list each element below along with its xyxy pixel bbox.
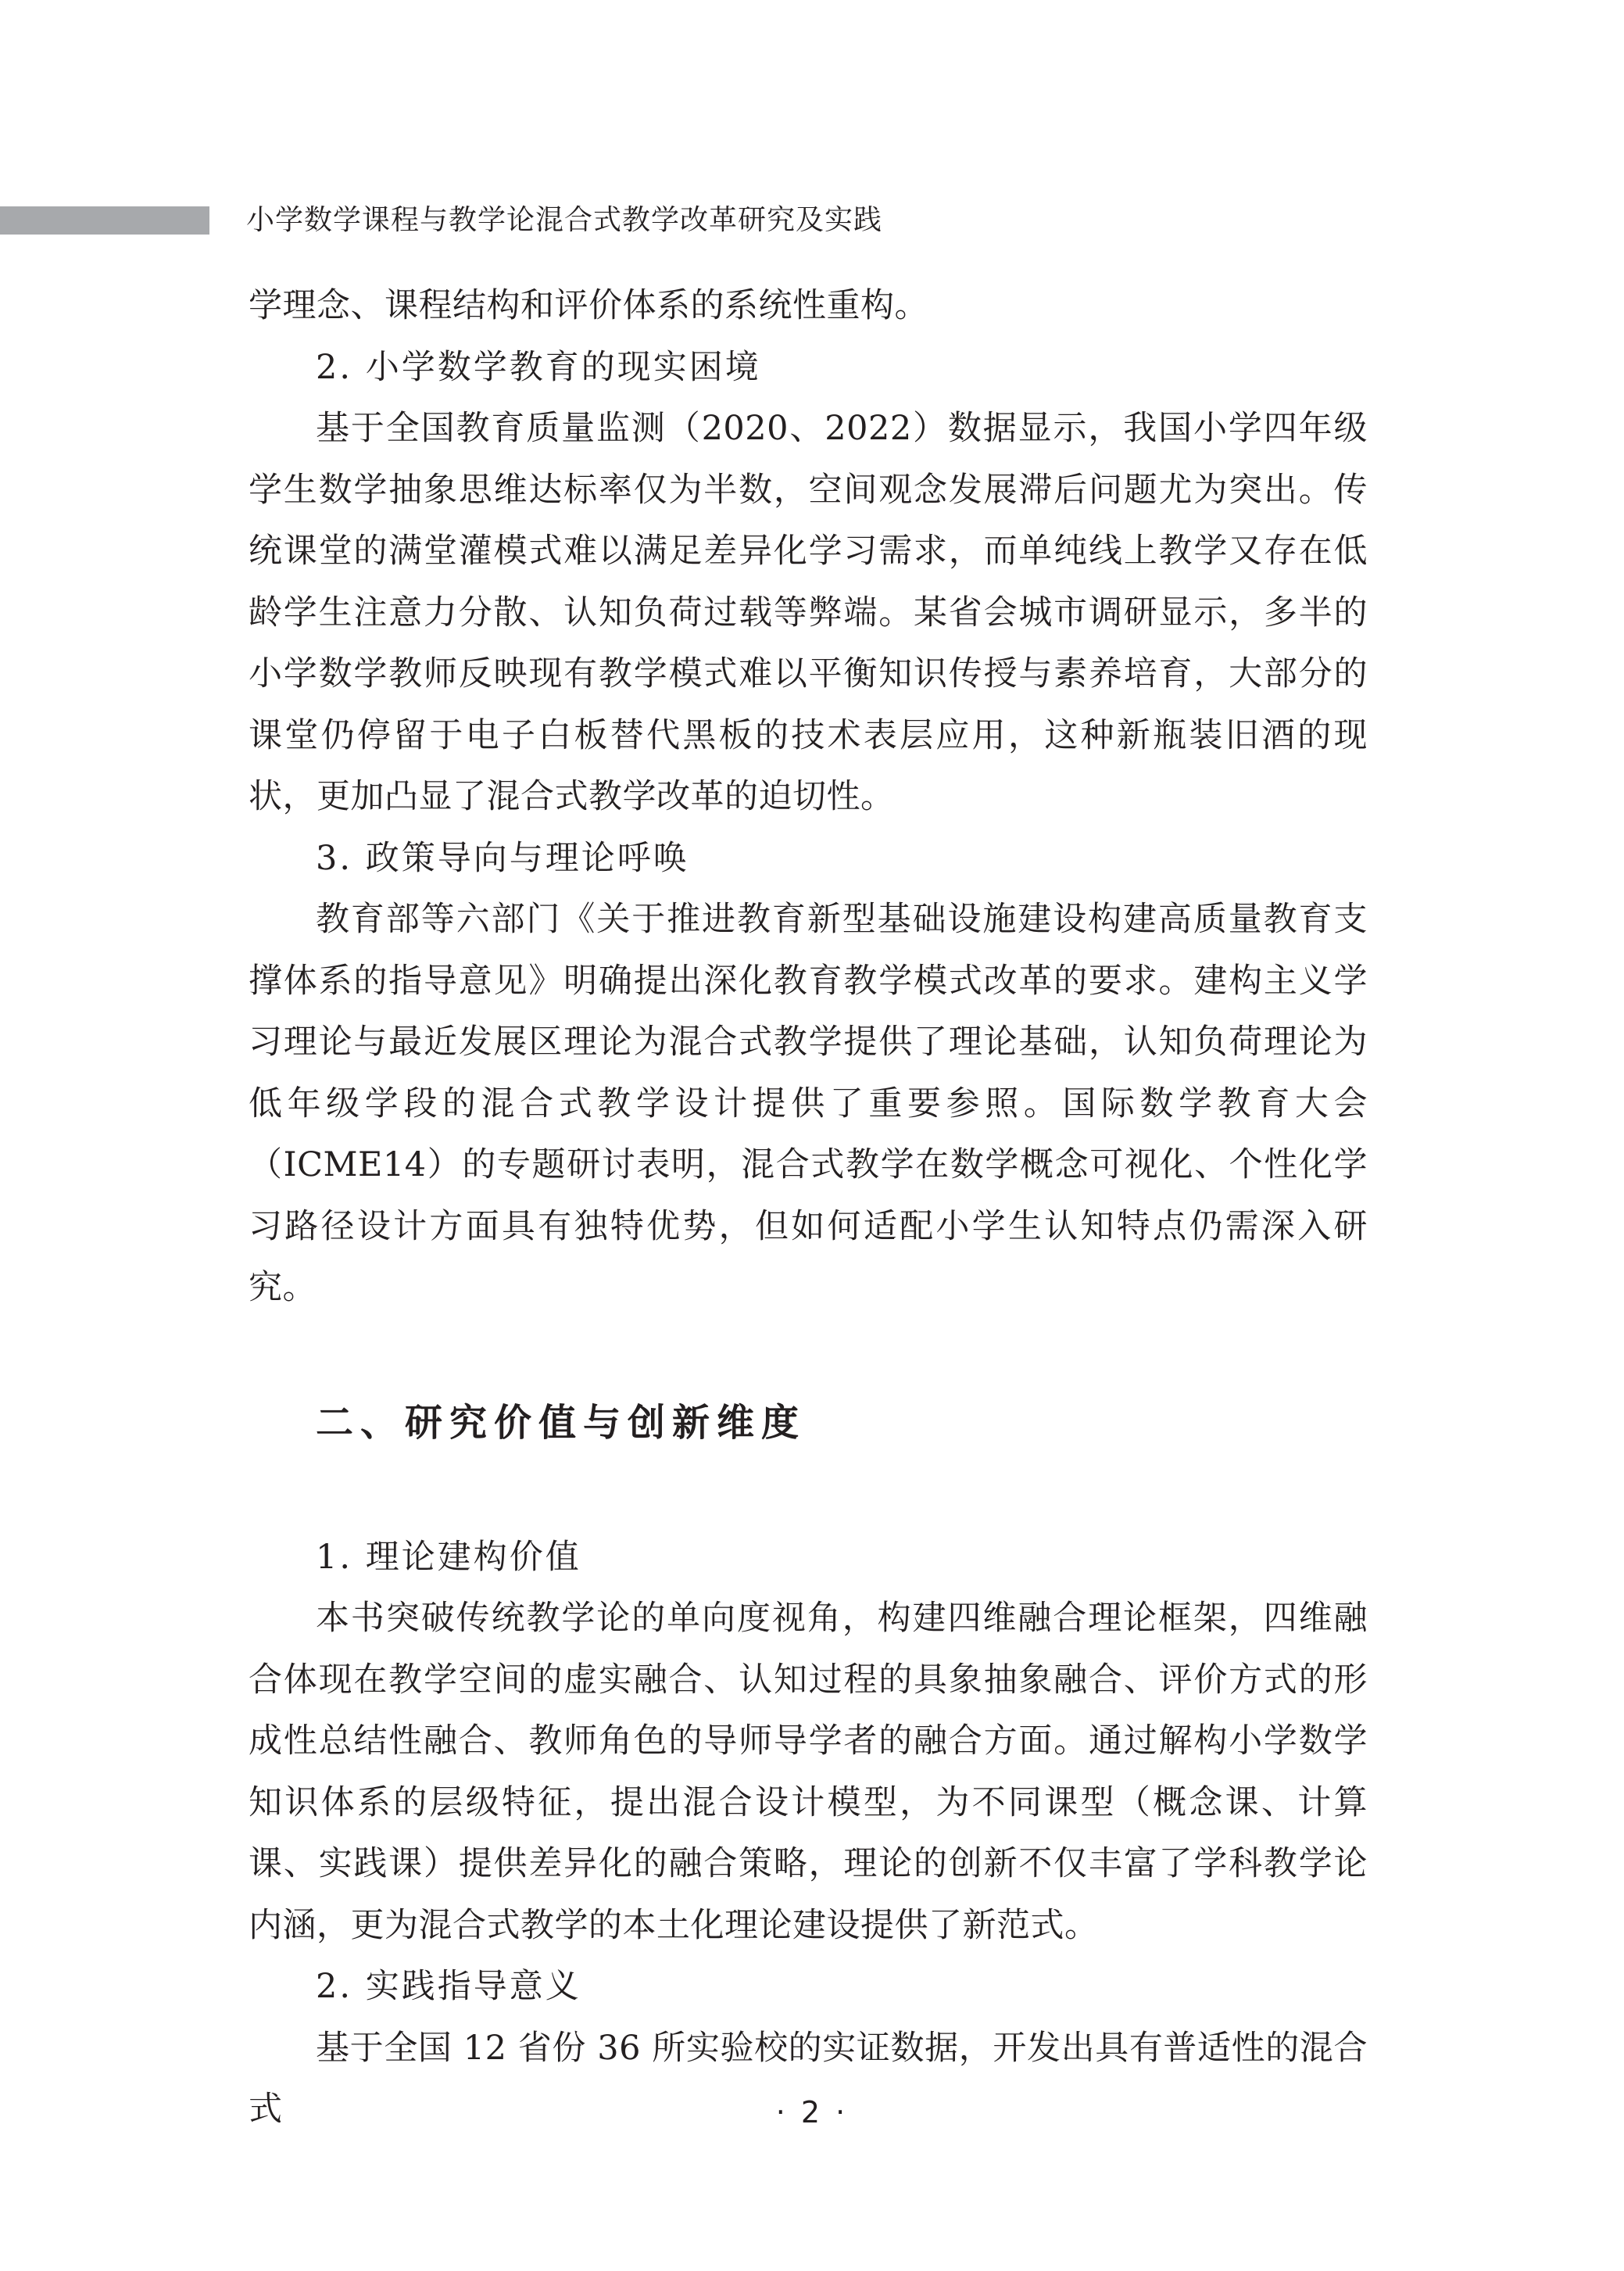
paragraph-policy-theory: 教育部等六部门《关于推进教育新型基础设施建设构建高质量教育支撑体系的指导意见》明确提出深化教育教学模式改革的要求。建构主义学习理论与最近发展区理论为混合式教学提供了理论基础，认知负荷理论为低年级学段的混合式教学设计提供了重要参照。国际数学教育大会（ICME14）的专题研讨表明，混合式教学在数学概念可视化、个性化学习路径设计方面具有独特优势，但如何适配小学生认知特点仍需深入研究。: [249, 900, 1368, 1307]
subheading-practice-significance: 2. 实践指导意义: [316, 1967, 581, 2006]
section-title-research-value: 二、研究价值与创新维度: [316, 1401, 807, 1445]
header-gray-bar: [0, 206, 209, 235]
running-header-title: 小学数学课程与教学论混合式教学改革研究及实践: [246, 204, 883, 236]
page-number: · 2 ·: [775, 2095, 849, 2130]
paragraph-practice-significance: 基于全国 12 省份 36 所实验校的实证数据，开发出具有普适性的混合式: [249, 2028, 1368, 2129]
subheading-reality-dilemma: 2. 小学数学教育的现实困境: [316, 347, 761, 387]
subheading-theory-value: 1. 理论建构价值: [316, 1537, 581, 1577]
paragraph-continued: 学理念、课程结构和评价体系的系统性重构。: [249, 286, 928, 325]
paragraph-reality-dilemma: 基于全国教育质量监测（2020、2022）数据显示，我国小学四年级学生数学抽象思维达标率仅为半数，空间观念发展滞后问题尤为突出。传统课堂的满堂灌模式难以满足差异化学习需求，而单纯线上教学又存在低龄学生注意力分散、认知负荷过载等弊端。某省会城市调研显示，多半的小学数学教师反映现有教学模式难以平衡知识传授与素养培育，大部分的课堂仍停留于电子白板替代黑板的技术表层应用，这种新瓶装旧酒的现状，更加凸显了混合式教学改革的迫切性。: [249, 409, 1368, 816]
subheading-policy-theory: 3. 政策导向与理论呼唤: [316, 838, 689, 878]
paragraph-theory-value: 本书突破传统教学论的单向度视角，构建四维融合理论框架，四维融合体现在教学空间的虚实融合、认知过程的具象抽象融合、评价方式的形成性总结性融合、教师角色的导师导学者的融合方面。通过解构小学数学知识体系的层级特征，提出混合设计模型，为不同课型（概念课、计算课、实践课）提供差异化的融合策略，理论的创新不仅丰富了学科教学论内涵，更为混合式教学的本土化理论建设提供了新范式。: [249, 1599, 1368, 1945]
page-body: [249, 275, 1368, 2140]
